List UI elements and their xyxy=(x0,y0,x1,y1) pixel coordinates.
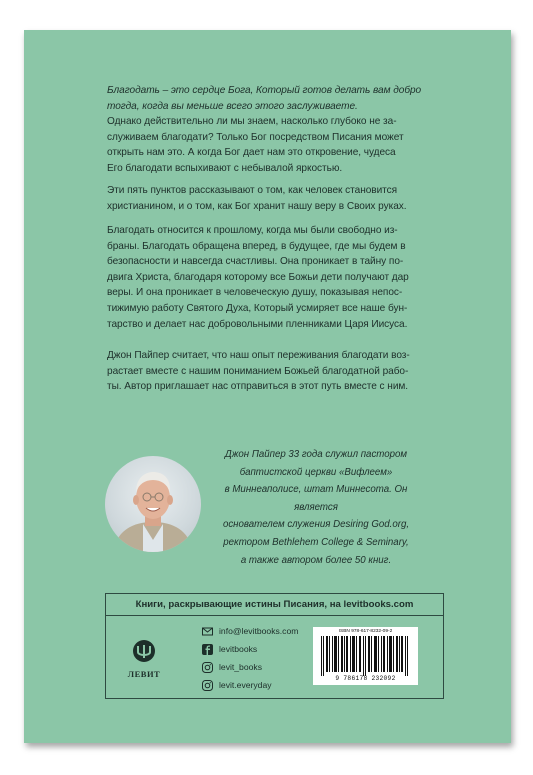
contact-text: info@levitbooks.com xyxy=(219,626,299,636)
contact-list xyxy=(202,622,298,694)
facebook-icon xyxy=(202,644,213,655)
isbn-label: ISBN 978-617-8232-09-2 xyxy=(338,629,393,634)
intro-line: открыть нам это. А когда Бог дает нам это откровение, чудеса xyxy=(107,147,396,159)
paragraph-line: растает вместе с нашим пониманием Божьей благодатной рабо- xyxy=(107,365,409,377)
paragraph-line: веры. И она проникает в человеческую душу, показывая непос- xyxy=(107,287,403,299)
contact-facebook[interactable] xyxy=(202,640,298,658)
mail-icon xyxy=(202,626,213,637)
isbn-barcode xyxy=(313,627,418,685)
paragraph-line: двига Христа, благодаря которому все Божьи дети получают дар xyxy=(107,271,409,283)
paragraph-line: Эти пять пунктов рассказывают о том, как человек становится xyxy=(107,185,398,196)
bio-line: основателем служения Desiring God.org, xyxy=(222,519,410,531)
publisher-logo xyxy=(124,639,164,679)
contact-instagram-everyday[interactable] xyxy=(202,676,298,694)
piper-paragraph xyxy=(107,348,443,395)
instagram-icon xyxy=(202,662,213,673)
paragraph-line: безопасности и навсегда счастливы. Она проникает в тайну по- xyxy=(107,256,404,268)
instagram-icon xyxy=(202,680,213,691)
paragraph-line: тижимую работу Святого Духа, Который усмиряет все наше бун- xyxy=(107,302,408,314)
bio-line: в Миннеаполисе, штат Миннесота. Он является xyxy=(224,484,408,513)
intro-line: Однако действительно ли мы знаем, насколько глубоко не за- xyxy=(107,116,397,128)
intro-line: Его благодати вспыхивают с небывалой яркостью. xyxy=(107,162,343,174)
author-bio xyxy=(208,446,424,569)
contact-email[interactable] xyxy=(202,622,298,640)
paragraph-line: христианином, и о том, как Бог хранит нашу веру в Своих руках. xyxy=(107,200,407,212)
five-points-paragraph xyxy=(107,183,443,214)
paragraph-line: ты. Автор приглашает нас отправиться в этот путь вместе с ним. xyxy=(107,381,409,393)
paragraph-line: тарство и делает нас добровольными пленниками Царя Иисуса. xyxy=(107,318,408,330)
paragraph-line: Джон Пайпер считает, что наш опыт переживания благодати воз- xyxy=(107,350,410,361)
paragraph-line: Благодать относится к прошлому, когда мы были свободно из- xyxy=(107,225,398,236)
contact-text: levit_books xyxy=(219,662,262,672)
intro-italic-line-2: тогда, когда вы меньше всего этого заслуживаете. xyxy=(107,100,358,112)
intro-line: служиваем благодати? Только Бог посредством Писания может xyxy=(107,131,404,143)
bio-line: а также автором более 50 книг. xyxy=(240,554,392,566)
levit-logo-icon xyxy=(131,639,157,663)
paragraph-line: браны. Благодать обращена вперед, в будущее, где мы будем в xyxy=(107,240,406,252)
contact-text: levit.everyday xyxy=(219,680,272,690)
author-photo xyxy=(105,456,201,552)
contact-text: levitbooks xyxy=(219,644,258,654)
footer-title: Книги, раскрывающие истины Писания, на levitbooks.com xyxy=(106,594,443,616)
bio-line: баптистской церкви «Вифлеем» xyxy=(239,466,393,478)
bio-line: ректором Bethlehem College & Seminary, xyxy=(223,536,409,548)
isbn-digits: 9 786178 232092 xyxy=(335,675,396,682)
logo-text: ЛЕВИТ xyxy=(127,669,161,679)
grace-paragraph xyxy=(107,223,443,332)
intro-paragraph xyxy=(107,83,443,177)
publisher-footer xyxy=(105,593,444,699)
contact-instagram[interactable] xyxy=(202,658,298,676)
book-back-cover xyxy=(24,30,511,743)
intro-italic-line-1: Благодать – это сердце Бога, Который готов делать вам добро xyxy=(107,85,422,96)
bio-line: Джон Пайпер 33 года служил пастором xyxy=(224,449,408,460)
